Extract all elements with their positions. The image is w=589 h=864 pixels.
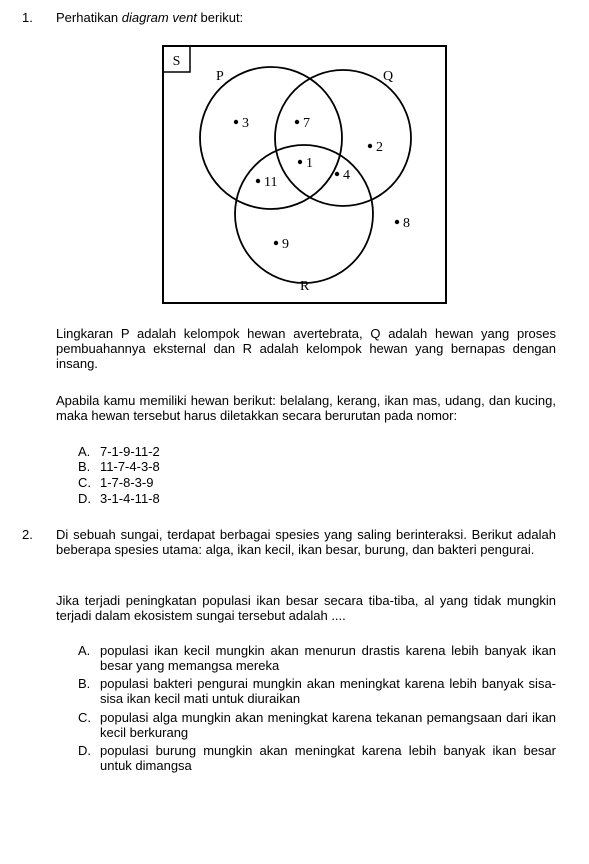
question-2-paragraph-1: Di sebuah sungai, terdapat berbagai spesies yang saling berinteraksi. Berikut adalah beberapa spesies utama: alga, ikan kecil, ikan besar, burung, dan bakteri pengurai.: [56, 527, 556, 557]
option-text: 7-1-9-11-2: [100, 444, 160, 459]
q2-option-b[interactable]: [78, 676, 558, 706]
q2-option-c[interactable]: [78, 710, 558, 740]
option-text: 1-7-8-3-9: [100, 475, 154, 490]
universe-label: S: [172, 54, 181, 69]
question-1-paragraph-2: Apabila kamu memiliki hewan berikut: belalang, kerang, ikan mas, udang, dan kucing, maka hewan tersebut harus diletakkan secara berurutan pada nomor:: [56, 393, 556, 423]
point-dot-2: [368, 144, 372, 148]
q1-option-d[interactable]: [78, 491, 558, 506]
venn-diagram: [0, 0, 589, 320]
option-text: populasi burung mungkin akan meningkat karena lebih banyak ikan besar untuk dimangsa: [100, 743, 556, 773]
option-label: A.: [78, 643, 91, 658]
question-2-paragraph-2: Jika terjadi peningkatan populasi ikan besar secara tiba-tiba, al yang tidak mungkin terjadi dalam ekosistem sungai tersebut adalah ....: [56, 593, 556, 623]
circle-r: [235, 145, 373, 283]
option-text: 11-7-4-3-8: [100, 459, 160, 474]
option-label: C.: [78, 710, 91, 725]
option-label: C.: [78, 475, 91, 490]
option-label: B.: [78, 676, 91, 691]
point-label-4: 4: [343, 168, 350, 183]
point-dot-1: [298, 160, 302, 164]
q2-option-a[interactable]: [78, 643, 558, 673]
option-label: A.: [78, 444, 91, 459]
point-dot-3: [234, 120, 238, 124]
q1-option-c[interactable]: [78, 475, 558, 490]
option-text: populasi ikan kecil mungkin akan menurun drastis karena lebih banyak ikan besar yang memangsa mereka: [100, 643, 556, 673]
set-label-q: Q: [383, 69, 394, 84]
universe-box: [163, 46, 446, 303]
q1-option-b[interactable]: [78, 459, 558, 474]
point-label-11: 11: [264, 175, 278, 190]
question-2-number: 2.: [22, 527, 33, 542]
intro-prefix: Perhatikan: [56, 10, 122, 25]
point-label-2: 2: [376, 140, 383, 155]
option-text: populasi bakteri pengurai mungkin akan meningkat karena lebih banyak sisa-sisa ikan kecil mati untuk diuraikan: [100, 676, 556, 706]
point-label-3: 3: [242, 116, 249, 131]
option-text: populasi alga mungkin akan meningkat karena tekanan pemangsaan dari ikan kecil berkurang: [100, 710, 556, 740]
point-label-7: 7: [303, 116, 310, 131]
q2-option-d[interactable]: [78, 743, 558, 773]
circle-q: [275, 70, 411, 206]
set-label-r: R: [300, 279, 310, 294]
point-label-9: 9: [282, 237, 289, 252]
intro-suffix: berikut:: [196, 10, 244, 25]
option-label: D.: [78, 491, 91, 506]
q1-option-a[interactable]: [78, 444, 558, 459]
point-dot-7: [295, 120, 299, 124]
question-1-number: 1.: [22, 10, 33, 25]
option-text: 3-1-4-11-8: [100, 491, 160, 506]
point-dot-4: [335, 172, 339, 176]
option-label: D.: [78, 743, 91, 758]
point-dot-11: [256, 179, 260, 183]
option-label: B.: [78, 459, 91, 474]
point-dot-8: [395, 220, 399, 224]
set-label-p: P: [216, 69, 224, 84]
point-dot-9: [274, 241, 278, 245]
question-1-paragraph-1: Lingkaran P adalah kelompok hewan avertebrata, Q adalah hewan yang proses pembuahannya eksternal dan R adalah kelompok hewan yang bernapas dengan insang.: [56, 326, 556, 371]
point-label-8: 8: [403, 216, 410, 231]
intro-italic: diagram vent: [121, 10, 197, 25]
point-label-1: 1: [306, 156, 313, 171]
